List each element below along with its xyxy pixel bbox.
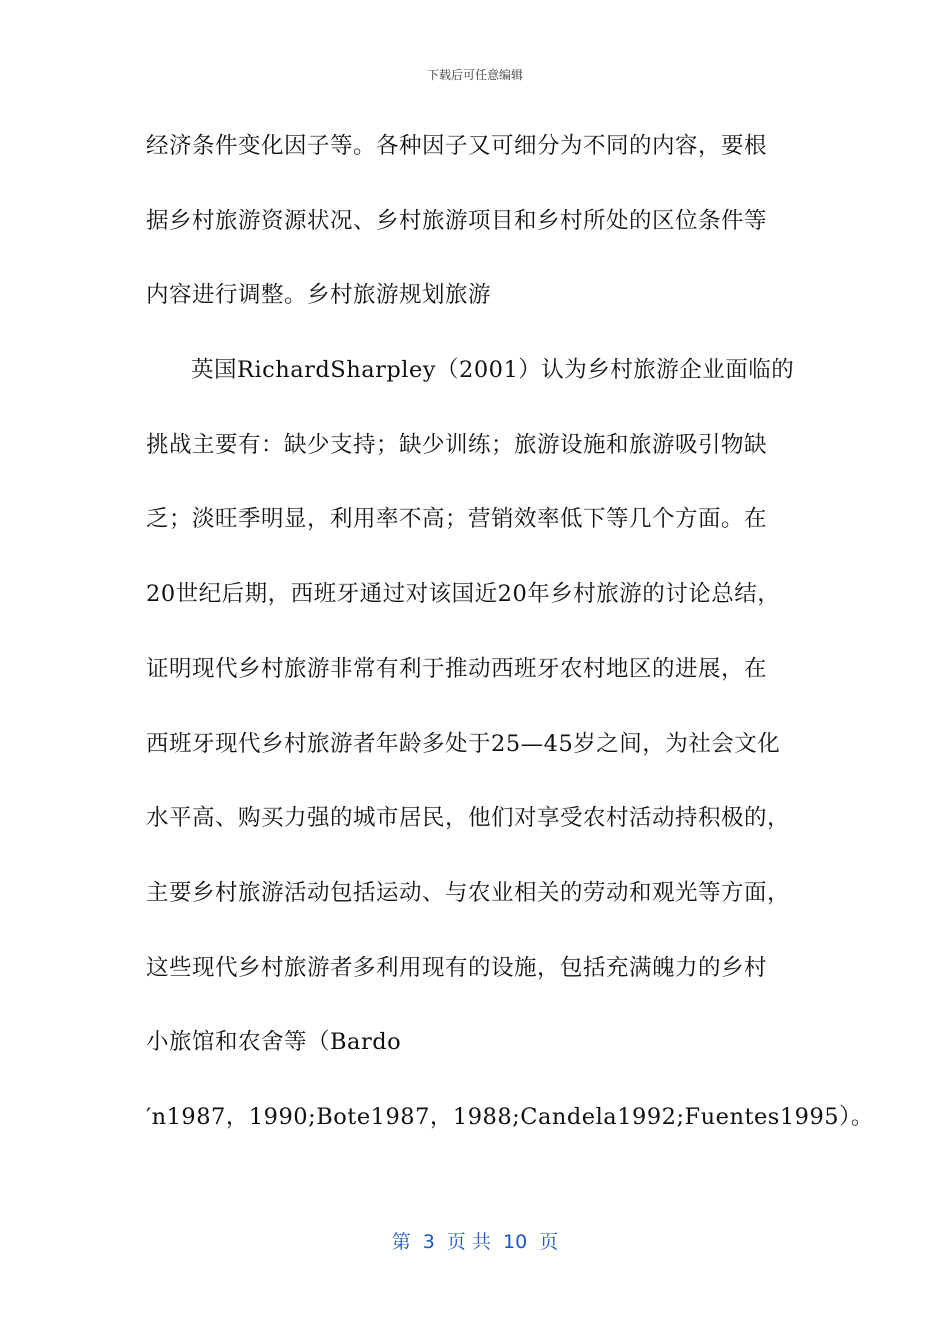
paragraph-line: 据乡村旅游资源状况、乡村旅游项目和乡村所处的区位条件等 (146, 207, 768, 234)
page-number-footer: 第 3 页 共 10 页 (391, 1231, 559, 1253)
paragraph-line: 小旅馆和农舍等（Bardo (146, 1029, 402, 1056)
paragraph-line: 英国RichardSharpley（2001）认为乡村旅游企业面临的 (191, 357, 795, 384)
paragraph-line: ′n1987，1990;Bote1987，1988;Candela1992;Fuentes1995）。 (146, 1103, 874, 1130)
paragraph-line: 乏；淡旺季明显，利用率不高；营销效率低下等几个方面。在 (146, 506, 768, 533)
paragraph-line: 这些现代乡村旅游者多利用现有的设施，包括充满魄力的乡村 (146, 954, 768, 981)
paragraph-line: 西班牙现代乡村旅游者年龄多处于25—45岁之间，为社会文化 (146, 730, 781, 757)
paragraph-line: 经济条件变化因子等。各种因子又可细分为不同的内容，要根 (146, 133, 768, 159)
paragraph-line: 挑战主要有：缺少支持；缺少训练；旅游设施和旅游吸引物缺 (146, 431, 768, 458)
page-header: 下载后可任意编辑 (426, 68, 523, 82)
paragraph-line: 证明现代乡村旅游非常有利于推动西班牙农村地区的进展，在 (146, 655, 768, 682)
body-text (146, 124, 874, 1170)
paragraph-line: 水平高、购买力强的城市居民，他们对享受农村活动持积极的， (146, 805, 791, 832)
paragraph-line: 20世纪后期，西班牙通过对该国近20年乡村旅游的讨论总结， (146, 581, 781, 608)
paragraph-line: 主要乡村旅游活动包括运动、与农业相关的劳动和观光等方面， (146, 879, 791, 906)
paragraph-line: 内容进行调整。乡村旅游规划旅游 (146, 282, 492, 309)
